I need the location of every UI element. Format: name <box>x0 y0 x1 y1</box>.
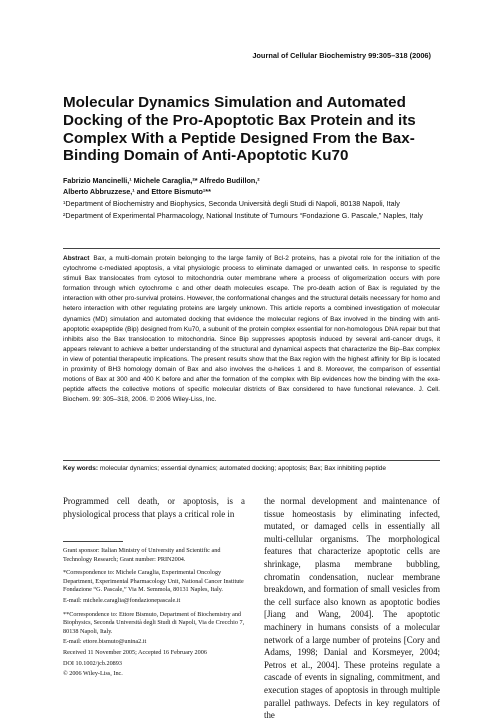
affiliations <box>63 199 443 223</box>
keywords <box>63 464 440 474</box>
journal-header: Journal of Cellular Biochemistry 99:305–318 (2006) <box>252 51 431 60</box>
abstract <box>63 254 440 405</box>
copyright: © 2006 Wiley-Liss, Inc. <box>63 670 123 678</box>
footnote-rule <box>63 541 123 542</box>
affiliation-1: ¹Department of Biochemistry and Biophysics, Seconda Università degli Studi di Napoli, 80138 Napoli, Italy <box>63 199 400 208</box>
author-list <box>63 176 443 197</box>
correspondence-1: *Correspondence to: Michele Caraglia, Experimental Oncology Department, Experimental Pharmacology Unit, National Cancer Institute Fondazione “G. Pascale,” Via M. Semmola, 80131 Naples, Italy. <box>63 569 244 594</box>
grant-footnote: Grant sponsor: Italian Ministry of University and Scientific and Technology Research; Grant number: PRIN2004. <box>63 547 221 563</box>
affiliation-2: ²Department of Experimental Pharmacology, National Institute of Tumours “Fondazione G. Pascale,” Naples, Italy <box>63 211 423 221</box>
abstract-bottom-rule <box>63 460 440 461</box>
author-line-2: Alberto Abbruzzese,¹ and Ettore Bismuto¹** <box>63 186 211 196</box>
correspondence-2-email: E-mail: ettore.bismuto@unina2.it <box>63 638 147 646</box>
abstract-top-rule <box>63 248 440 249</box>
abstract-text: Bax, a multi-domain protein belonging to the large family of Bcl-2 proteins, has a pivotal role for the initiation of the cytochrome c-mediated apoptosis, a vital physiologic process to eliminate damaged or unwanted cells. In response to specific stimuli Bax translocates from cytosol to mitochondria outer membrane where a process of oligomerization occurs with pore formation through which cytochrome c and other death molecules escape. The pro-death action of Bax is regulated by the interaction with other pro-survival proteins. However, the conformational changes and the structural details necessary for homo and hetero interaction with other regulating proteins are largely unknown. This article reports a combined investigation of molecular dynamics (MD) simulation and automated docking that evidence the molecular regions of Bax involved in the binding with anti-apoptotic exapeptide (Bip) designed from Ku70, a subunit of the protein complex essential for non-homologous DNA repair but that inhibits also the Bax translocation to mitochondria. Since Bip suppresses apoptosis induced by several anti-cancer drugs, it appears relevant to achieve a better understanding of the structural and dynamical aspects that characterize the Bip–Bax complex in view of potential therapeutic implications. The present results show that the Bax region with the highest affinity for Bip is located in proximity of BH3 homology domain of Bax and also involves the α-helices 1 and 8. Moreover, the comparison of essential motions of Bax at 300 and 400 K before and after the formation of the complex with Bip evidences how the binding with the exa-peptide affects the collective motions of specific molecular districts of Bax considered to have functional relevance. J. Cell. Biochem. 99: 305–318, 2006. © 2006 Wiley-Liss, Inc. <box>63 255 440 404</box>
correspondence-1-email: E-mail: michele.caraglia@fondazionepascale.it <box>63 596 181 604</box>
intro-column-2: the normal development and maintenance of tissue homeostasis by eliminating infected, mutated, or damaged cells in essentially all multi-cellular organisms. The morphological features that characterize apoptotic cells are shrinkage, plasma membrane bubbling, chromatin condensation, nuclear membrane breakdown, and formation of small vesicles from the cell surface also known as apoptotic bodies [Jiang and Wang, 2004]. The apoptotic machinery in humans consists of a molecular network of a large number of proteins [Cory and Adams, 1998; Danial and Korsmeyer, 2004; Petros et al., 2004]. These proteins regulate a cascade of events in signaling, commitment, and execution stages of apoptosis in through multiple parallel pathways. Defects in key regulators of the <box>264 496 440 721</box>
keywords-text: molecular dynamics; essential dynamics; automated docking; apoptosis; Bax; Bax inhibiting peptide <box>99 465 387 472</box>
correspondence-2: **Correspondence to: Ettore Bismuto, Department of Biochemistry and Biophysics, Seconda Università degli Studi di Napoli, Via de Crecchio 7, 80138 Napoli, Italy. <box>63 610 245 635</box>
paper-title: Molecular Dynamics Simulation and Automated Docking of the Pro-Apoptotic Bax Protein and its Complex With a Peptide Designed From the Bax-Binding Domain of Anti-Apoptotic Ku70 <box>63 94 416 165</box>
doi: DOI 10.1002/jcb.20893 <box>63 659 122 667</box>
keywords-label: Key words: <box>63 465 99 472</box>
abstract-label: Abstract <box>63 255 90 262</box>
received-dates: Received 11 November 2005; Accepted 16 February 2006 <box>63 648 207 656</box>
author-line-1: Fabrizio Mancinelli,¹ Michele Caraglia,²* Alfredo Budillon,² <box>63 176 260 185</box>
intro-column-1: Programmed cell death, or apoptosis, is a physiological process that plays a critical role in <box>63 496 245 519</box>
footnotes <box>63 547 249 681</box>
